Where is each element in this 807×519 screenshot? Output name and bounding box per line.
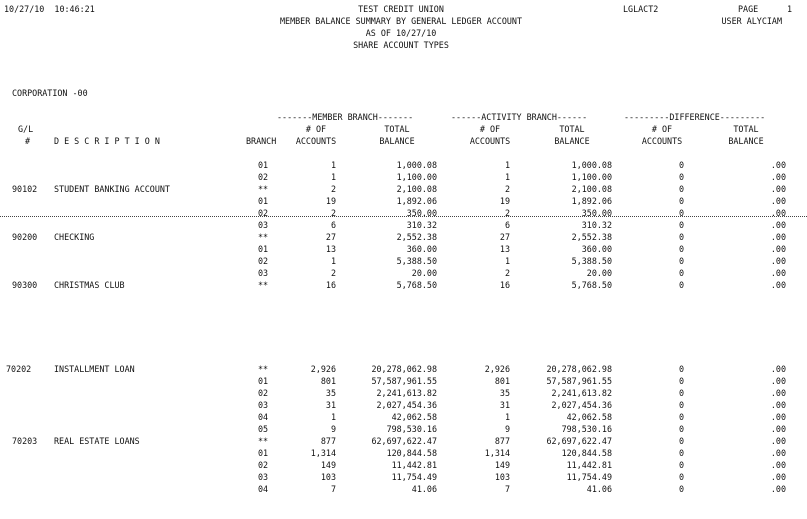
activity-balance: 310.32 (581, 220, 612, 230)
activity-accounts: 801 (494, 376, 510, 386)
activity-balance: 2,241,613.82 (551, 388, 612, 398)
member-accounts: 1 (330, 172, 336, 182)
branch-code: 04 (258, 484, 269, 494)
difference-accounts: 0 (678, 424, 684, 434)
table-row (0, 423, 807, 435)
member-accounts: 7 (330, 484, 336, 494)
activity-balance-header: BALANCE (554, 136, 590, 146)
difference-balance: .00 (770, 436, 786, 446)
member-accounts: 35 (325, 388, 336, 398)
account-description: INSTALLMENT LOAN (54, 364, 135, 374)
activity-accounts: 1 (504, 256, 510, 266)
member-balance: 5,388.50 (396, 256, 437, 266)
account-description: CHECKING (54, 232, 95, 242)
difference-balance: .00 (770, 220, 786, 230)
activity-balance: 1,892.06 (571, 196, 612, 206)
difference-balance: .00 (770, 244, 786, 254)
activity-accounts: 1,314 (484, 448, 510, 458)
difference-accounts: 0 (678, 220, 684, 230)
difference-accounts: 0 (678, 484, 684, 494)
branch-code: 03 (258, 472, 269, 482)
member-accounts: 9 (330, 424, 336, 434)
gl-number: 70202 (6, 364, 32, 374)
member-accounts: 877 (320, 436, 336, 446)
difference-accounts: 0 (678, 364, 684, 374)
report-as-of: AS OF 10/27/10 (365, 28, 437, 38)
table-row (0, 207, 807, 219)
member-balance: 798,530.16 (386, 424, 437, 434)
member-balance: 20,278,062.98 (371, 364, 437, 374)
member-branch-group-header: -------MEMBER BRANCH------- (277, 112, 414, 122)
gl-number: 90200 (12, 232, 38, 242)
account-description: CHRISTMAS CLUB (54, 280, 125, 290)
table-row (0, 267, 807, 279)
member-accounts: 13 (325, 244, 336, 254)
member-balance: 1,892.06 (396, 196, 437, 206)
activity-accounts: 19 (499, 196, 510, 206)
activity-accounts: 6 (504, 220, 510, 230)
difference-balance: .00 (770, 376, 786, 386)
difference-accounts: 0 (678, 268, 684, 278)
table-row (0, 183, 807, 195)
member-accounts: 103 (320, 472, 336, 482)
branch-code: 01 (258, 244, 269, 254)
table-row (0, 243, 807, 255)
activity-balance: 57,587,961.55 (546, 376, 612, 386)
difference-balance: .00 (770, 364, 786, 374)
member-balance: 11,754.49 (391, 472, 437, 482)
difference-accounts: 0 (678, 208, 684, 218)
branch-code: 02 (258, 460, 269, 470)
report-user: USER ALYCIAM (721, 16, 782, 26)
branch-code: 02 (258, 256, 269, 266)
activity-accounts: 1 (504, 172, 510, 182)
activity-balance: 1,100.00 (571, 172, 612, 182)
branch-code: 01 (258, 448, 269, 458)
difference-accounts: 0 (678, 448, 684, 458)
branch-code: ** (258, 232, 269, 242)
member-balance: 57,587,961.55 (371, 376, 437, 386)
activity-accounts: 103 (494, 472, 510, 482)
activity-balance: 42,062.58 (566, 412, 612, 422)
table-row (0, 483, 807, 495)
difference-accounts: 0 (678, 160, 684, 170)
table-row (0, 447, 807, 459)
member-balance: 62,697,622.47 (371, 436, 437, 446)
activity-accounts: 2,926 (484, 364, 510, 374)
table-row (0, 195, 807, 207)
activity-accounts: 35 (499, 388, 510, 398)
activity-balance: 120,844.58 (561, 448, 612, 458)
table-row (0, 159, 807, 171)
branch-code: 05 (258, 424, 269, 434)
table-row (0, 471, 807, 483)
difference-balance-header: BALANCE (728, 136, 764, 146)
activity-balance: 5,768.50 (571, 280, 612, 290)
difference-balance: .00 (770, 388, 786, 398)
table-row (0, 363, 807, 375)
difference-accounts: 0 (678, 172, 684, 182)
activity-balance: 5,388.50 (571, 256, 612, 266)
member-balance: 2,027,454.36 (376, 400, 437, 410)
branch-code: 03 (258, 400, 269, 410)
activity-balance: 350.00 (581, 208, 612, 218)
difference-accounts: 0 (678, 400, 684, 410)
difference-balance: .00 (770, 196, 786, 206)
difference-balance: .00 (770, 412, 786, 422)
difference-balance: .00 (770, 160, 786, 170)
branch-code: 02 (258, 208, 269, 218)
activity-accounts: 31 (499, 400, 510, 410)
activity-accounts-header: ACCOUNTS (469, 136, 511, 146)
table-row (0, 399, 807, 411)
member-balance: 310.32 (406, 220, 437, 230)
activity-balance-header-top: TOTAL (559, 124, 585, 134)
difference-accounts: 0 (678, 232, 684, 242)
member-accounts: 2 (330, 268, 336, 278)
activity-balance: 360.00 (581, 244, 612, 254)
description-header: D E S C R I P T I O N (54, 136, 160, 146)
member-accounts: 27 (325, 232, 336, 242)
member-accounts: 149 (320, 460, 336, 470)
member-balance: 1,100.00 (396, 172, 437, 182)
table-row (0, 411, 807, 423)
activity-balance: 2,027,454.36 (551, 400, 612, 410)
account-description: REAL ESTATE LOANS (54, 436, 140, 446)
page-label: PAGE (738, 4, 759, 14)
report-id: LGLACT2 (623, 4, 659, 14)
difference-accounts: 0 (678, 280, 684, 290)
gl-number: 90102 (12, 184, 38, 194)
page-number: 1 (786, 4, 792, 14)
difference-balance: .00 (770, 484, 786, 494)
member-balance: 350.00 (406, 208, 437, 218)
gl-number: 70203 (12, 436, 38, 446)
difference-balance: .00 (770, 424, 786, 434)
report-datetime: 10/27/10 10:46:21 (4, 4, 95, 14)
activity-balance: 20.00 (586, 268, 612, 278)
difference-accounts: 0 (678, 244, 684, 254)
table-row (0, 255, 807, 267)
difference-balance: .00 (770, 232, 786, 242)
branch-code: 03 (258, 268, 269, 278)
activity-accounts: 149 (494, 460, 510, 470)
activity-accounts: 7 (504, 484, 510, 494)
member-balance: 11,442.81 (391, 460, 437, 470)
company-name: TEST CREDIT UNION (358, 4, 444, 14)
activity-branch-group-header: ------ACTIVITY BRANCH------ (451, 112, 588, 122)
difference-balance: .00 (770, 268, 786, 278)
table-row (0, 219, 807, 231)
difference-balance: .00 (770, 472, 786, 482)
difference-accounts-header-top: # OF (651, 124, 673, 134)
member-balance: 1,000.08 (396, 160, 437, 170)
activity-accounts: 16 (499, 280, 510, 290)
branch-header: BRANCH (246, 136, 277, 146)
difference-group-header: ---------DIFFERENCE--------- (624, 112, 766, 122)
branch-code: ** (258, 280, 269, 290)
table-row (0, 375, 807, 387)
activity-accounts: 13 (499, 244, 510, 254)
activity-balance: 798,530.16 (561, 424, 612, 434)
activity-balance: 41.06 (586, 484, 612, 494)
member-balance: 42,062.58 (391, 412, 437, 422)
member-balance: 360.00 (406, 244, 437, 254)
branch-code: 01 (258, 160, 269, 170)
difference-accounts: 0 (678, 460, 684, 470)
activity-accounts-header-top: # OF (479, 124, 501, 134)
difference-balance: .00 (770, 256, 786, 266)
gl-header-top: G/L (18, 124, 34, 134)
table-row (0, 387, 807, 399)
report-subtitle: SHARE ACCOUNT TYPES (353, 40, 449, 50)
activity-accounts: 2 (504, 268, 510, 278)
member-balance: 41.06 (411, 484, 437, 494)
member-accounts: 19 (325, 196, 336, 206)
difference-balance: .00 (770, 460, 786, 470)
difference-accounts: 0 (678, 412, 684, 422)
member-accounts: 16 (325, 280, 336, 290)
member-accounts-header: ACCOUNTS (295, 136, 337, 146)
branch-code: 03 (258, 220, 269, 230)
page-break-divider (0, 216, 807, 217)
branch-code: 02 (258, 388, 269, 398)
member-balance: 5,768.50 (396, 280, 437, 290)
member-balance: 2,241,613.82 (376, 388, 437, 398)
report-title: MEMBER BALANCE SUMMARY BY GENERAL LEDGER ACCOUNT (279, 16, 523, 26)
table-row (0, 231, 807, 243)
member-accounts: 801 (320, 376, 336, 386)
difference-accounts: 0 (678, 376, 684, 386)
member-accounts-header-top: # OF (305, 124, 327, 134)
member-balance: 120,844.58 (386, 448, 437, 458)
branch-code: ** (258, 436, 269, 446)
difference-accounts: 0 (678, 388, 684, 398)
member-accounts: 1 (330, 412, 336, 422)
activity-accounts: 1 (504, 412, 510, 422)
gl-header-bottom: # (25, 136, 31, 146)
difference-accounts: 0 (678, 184, 684, 194)
activity-accounts: 27 (499, 232, 510, 242)
member-balance: 20.00 (411, 268, 437, 278)
difference-balance: .00 (770, 448, 786, 458)
member-accounts: 2 (330, 208, 336, 218)
table-row (0, 459, 807, 471)
account-description: STUDENT BANKING ACCOUNT (54, 184, 170, 194)
difference-balance: .00 (770, 184, 786, 194)
gl-number: 90300 (12, 280, 38, 290)
difference-balance: .00 (770, 400, 786, 410)
activity-balance: 11,754.49 (566, 472, 612, 482)
activity-accounts: 1 (504, 160, 510, 170)
difference-accounts-header: ACCOUNTS (641, 136, 683, 146)
member-accounts: 1,314 (310, 448, 336, 458)
branch-code: 01 (258, 196, 269, 206)
activity-balance: 2,552.38 (571, 232, 612, 242)
activity-balance: 11,442.81 (566, 460, 612, 470)
activity-accounts: 877 (494, 436, 510, 446)
difference-accounts: 0 (678, 196, 684, 206)
difference-accounts: 0 (678, 436, 684, 446)
member-accounts: 2,926 (310, 364, 336, 374)
activity-balance: 1,000.08 (571, 160, 612, 170)
member-balance: 2,100.08 (396, 184, 437, 194)
branch-code: 02 (258, 172, 269, 182)
table-row (0, 279, 807, 291)
member-balance: 2,552.38 (396, 232, 437, 242)
member-accounts: 1 (330, 160, 336, 170)
activity-balance: 62,697,622.47 (546, 436, 612, 446)
difference-balance: .00 (770, 208, 786, 218)
activity-accounts: 9 (504, 424, 510, 434)
table-row (0, 435, 807, 447)
branch-code: 04 (258, 412, 269, 422)
corporation-label: CORPORATION -00 (12, 88, 88, 98)
table-row (0, 171, 807, 183)
member-accounts: 6 (330, 220, 336, 230)
member-balance-header: BALANCE (379, 136, 415, 146)
branch-code: ** (258, 184, 269, 194)
member-accounts: 1 (330, 256, 336, 266)
activity-balance: 20,278,062.98 (546, 364, 612, 374)
member-accounts: 31 (325, 400, 336, 410)
difference-accounts: 0 (678, 472, 684, 482)
difference-balance: .00 (770, 172, 786, 182)
activity-accounts: 2 (504, 208, 510, 218)
activity-balance: 2,100.08 (571, 184, 612, 194)
activity-accounts: 2 (504, 184, 510, 194)
difference-balance: .00 (770, 280, 786, 290)
difference-accounts: 0 (678, 256, 684, 266)
difference-balance-header-top: TOTAL (733, 124, 759, 134)
branch-code: 01 (258, 376, 269, 386)
member-balance-header-top: TOTAL (384, 124, 410, 134)
branch-code: ** (258, 364, 269, 374)
member-accounts: 2 (330, 184, 336, 194)
